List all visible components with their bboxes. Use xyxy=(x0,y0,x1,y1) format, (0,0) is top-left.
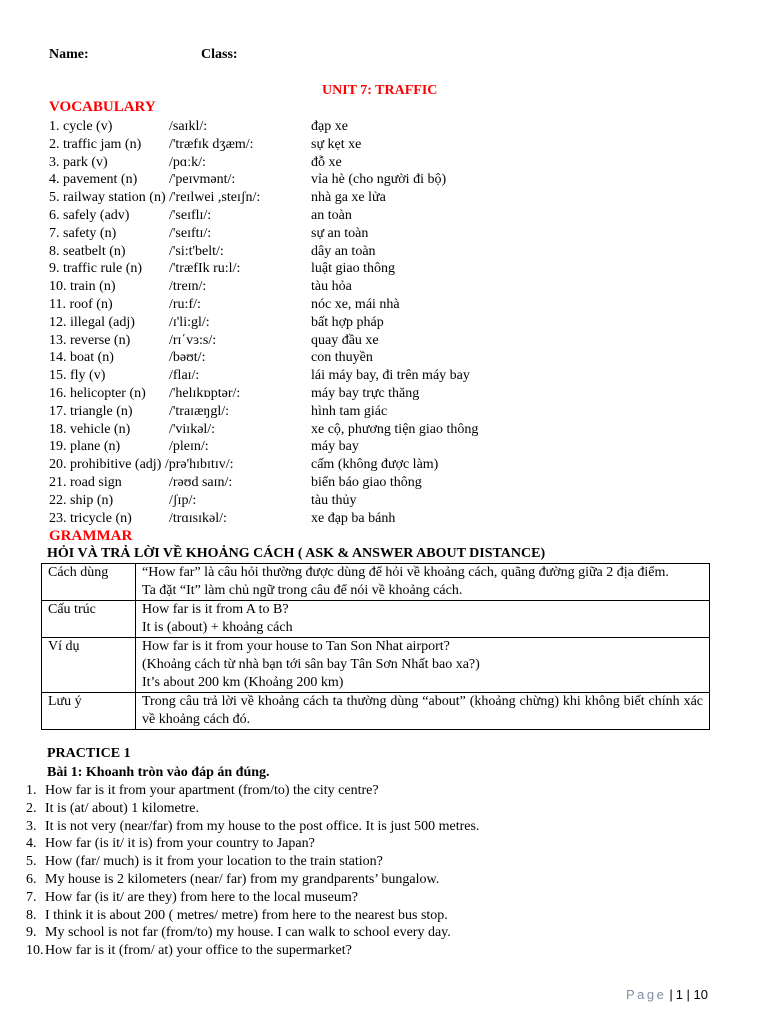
vocab-row xyxy=(49,296,729,314)
grammar-row-label: Ví dụ xyxy=(42,638,136,693)
vocab-ipa: /saɪkl/: xyxy=(169,119,208,134)
vocab-meaning: lái máy bay, đi trên máy bay xyxy=(311,368,470,384)
exercise-item xyxy=(26,818,726,836)
exercise-text: My school is not far (from/to) my house. I can walk to school every day. xyxy=(45,925,451,941)
grammar-table xyxy=(41,563,710,730)
vocab-term: 1. cycle (v) xyxy=(49,119,113,134)
class-label: Class: xyxy=(201,47,238,62)
vocab-ipa: /pleɪn/: xyxy=(169,439,209,455)
grammar-subtitle: HỎI VÀ TRẢ LỜI VỀ KHOẢNG CÁCH ( ASK & ANSWER ABOUT DISTANCE) xyxy=(47,546,546,561)
grammar-row-content xyxy=(136,638,710,693)
unit-title: UNIT 7: TRAFFIC xyxy=(322,83,438,98)
vocab-meaning: đỗ xe xyxy=(311,154,342,170)
vocab-term: 16. helicopter (n) xyxy=(49,385,146,401)
exercise-text: How (far/ much) is it from your location to the train station? xyxy=(45,854,383,870)
grammar-heading: GRAMMAR xyxy=(49,528,133,544)
grammar-line: Trong câu trả lời về khoảng cách ta thường dùng “about” (khoảng chừng) khi không biết chính xác về khoảng cách đó. xyxy=(142,694,703,727)
vocab-meaning: bất hợp pháp xyxy=(311,314,384,330)
vocab-ipa: /'seɪftɪ/: xyxy=(169,225,212,241)
vocab-meaning: dây an toàn xyxy=(311,243,376,259)
grammar-row-label: Cấu trúc xyxy=(42,601,136,638)
vocab-row xyxy=(49,403,729,421)
practice-title: PRACTICE 1 xyxy=(47,746,131,761)
grammar-line: How far is it from your house to Tan Son Nhat airport? xyxy=(142,639,450,654)
exercise-number: 1. xyxy=(26,783,37,798)
vocab-row xyxy=(49,349,729,367)
vocab-ipa: /rəʊd saɪn/: xyxy=(169,474,233,490)
vocab-meaning: đạp xe xyxy=(311,119,348,134)
vocab-ipa: /'peɪvmənt/: xyxy=(169,172,236,188)
vocab-meaning: xe đạp ba bánh xyxy=(311,510,396,526)
exercise-number: 7. xyxy=(26,889,37,905)
vocab-ipa: /'viɪkəl/: xyxy=(169,421,216,437)
grammar-line: It’s about 200 km (Khoảng 200 km) xyxy=(142,675,344,690)
exercise-item xyxy=(26,835,726,853)
vocab-meaning: an toàn xyxy=(311,207,352,223)
grammar-line: “How far” là câu hỏi thường được dùng để hỏi về khoảng cách, quãng đường giữa 2 địa điểm. xyxy=(142,565,669,580)
grammar-line: (Khoảng cách từ nhà bạn tới sân bay Tân Sơn Nhất bao xa?) xyxy=(142,657,480,672)
vocab-meaning: sự an toàn xyxy=(311,225,369,241)
vocab-row xyxy=(49,474,729,492)
vocab-row xyxy=(49,154,729,172)
vocab-ipa: /'træfIk ru:l/: xyxy=(169,261,241,277)
vocab-term: 5. railway station (n) /'reɪlwei ,steɪʃn/: xyxy=(49,190,261,206)
vocab-term: 23. tricycle (n) xyxy=(49,510,132,526)
vocab-term: 3. park (v) xyxy=(49,154,108,170)
vocab-term: 12. illegal (adj) xyxy=(49,314,135,330)
exercise-item xyxy=(26,782,726,800)
grammar-line: Ta đặt “It” làm chủ ngữ trong câu để nói về khoảng cách. xyxy=(142,583,463,598)
vocab-term: 19. plane (n) xyxy=(49,439,121,455)
vocab-term: 18. vehicle (n) xyxy=(49,421,131,437)
vocab-meaning: biển báo giao thông xyxy=(311,474,422,490)
vocab-term: 21. road sign xyxy=(49,474,122,490)
vocab-term: 17. triangle (n) xyxy=(49,403,133,419)
exercise-item xyxy=(26,853,726,871)
vocab-row xyxy=(49,118,729,136)
exercise-number: 2. xyxy=(26,800,37,816)
vocab-meaning: máy bay trực thăng xyxy=(311,385,420,401)
exercise-text: How far is it from your apartment (from/to) the city centre? xyxy=(45,783,379,798)
vocab-meaning: vỉa hè (cho người đi bộ) xyxy=(311,172,447,188)
exercise-item xyxy=(26,889,726,907)
vocab-row xyxy=(49,243,729,261)
grammar-row-label: Cách dùng xyxy=(42,564,136,601)
exercise-number: 4. xyxy=(26,836,37,852)
exercise-number: 3. xyxy=(26,818,37,834)
vocab-term: 13. reverse (n) xyxy=(49,332,131,348)
exercise-text: It is not very (near/far) from my house to the post office. It is just 500 metres. xyxy=(45,818,480,834)
exercise-number: 8. xyxy=(26,907,37,923)
vocab-ipa: /'seɪflɪ/: xyxy=(169,207,212,223)
vocab-term: 10. train (n) xyxy=(49,279,116,295)
vocab-row xyxy=(49,207,729,225)
page-separator: | xyxy=(669,987,673,1002)
exercise-item xyxy=(26,907,726,925)
vocab-ipa: /ɪ'li:gl/: xyxy=(169,314,210,330)
vocab-row xyxy=(49,332,729,350)
grammar-row-content xyxy=(136,564,710,601)
exercise-number: 9. xyxy=(26,925,37,941)
vocab-term: 15. fly (v) xyxy=(49,368,106,384)
vocab-ipa: /bəʊt/: xyxy=(169,350,206,366)
grammar-row-label: Lưu ý xyxy=(42,693,136,730)
vocabulary-list xyxy=(49,118,729,527)
exercise-text: How far (is it/ are they) from here to the local museum? xyxy=(45,889,358,905)
grammar-row-content xyxy=(136,693,710,730)
exercise-number: 5. xyxy=(26,854,37,870)
grammar-row xyxy=(42,693,710,730)
vocab-ipa: /pɑːk/: xyxy=(169,154,206,170)
vocab-ipa: /treɪn/: xyxy=(169,279,207,295)
grammar-row xyxy=(42,601,710,638)
vocab-meaning: cấm (không được làm) xyxy=(311,457,439,473)
exercise-list xyxy=(26,782,726,960)
vocab-term: 11. roof (n) xyxy=(49,296,113,312)
vocab-term: 2. traffic jam (n) xyxy=(49,136,142,152)
vocab-row xyxy=(49,136,729,154)
vocab-row xyxy=(49,171,729,189)
grammar-row xyxy=(42,564,710,601)
exercise-item xyxy=(26,942,726,960)
vocab-ipa: /'traɪæŋgl/: xyxy=(169,403,229,419)
exercise-text: I think it is about 200 ( metres/ metre) from here to the nearest bus stop. xyxy=(45,907,448,923)
vocab-term: 9. traffic rule (n) xyxy=(49,261,143,277)
exercise-title: Bài 1: Khoanh tròn vào đáp án đúng. xyxy=(47,765,270,780)
page-number: 1 | 10 xyxy=(675,987,708,1002)
vocab-ipa: /rɪ΄vɜ:s/: xyxy=(169,332,217,348)
vocab-row xyxy=(49,278,729,296)
vocab-term: 20. prohibitive (adj) /prə'hɪbɪtɪv/: xyxy=(49,457,234,473)
vocab-row xyxy=(49,189,729,207)
exercise-item xyxy=(26,871,726,889)
vocab-row xyxy=(49,225,729,243)
vocab-meaning: con thuyền xyxy=(311,350,373,366)
vocab-meaning: máy bay xyxy=(311,439,359,455)
vocab-meaning: xe cộ, phương tiện giao thông xyxy=(311,421,479,437)
vocab-term: 6. safely (adv) xyxy=(49,207,130,223)
vocab-row xyxy=(49,492,729,510)
vocab-meaning: nhà ga xe lửa xyxy=(311,190,386,206)
vocabulary-heading: VOCABULARY xyxy=(49,99,156,115)
vocab-row xyxy=(49,510,729,528)
exercise-item xyxy=(26,924,726,942)
vocab-row xyxy=(49,260,729,278)
vocab-row xyxy=(49,456,729,474)
vocab-ipa: /'helɪkɒptər/: xyxy=(169,385,241,401)
vocab-row xyxy=(49,438,729,456)
page-footer xyxy=(626,987,708,1002)
page-label: Page xyxy=(625,987,667,1002)
vocab-term: 14. boat (n) xyxy=(49,350,114,366)
exercise-text: My house is 2 kilometers (near/ far) from my grandparents’ bungalow. xyxy=(45,871,440,887)
vocab-ipa: /'si:t'belt/: xyxy=(169,243,224,259)
exercise-item xyxy=(26,800,726,818)
vocab-meaning: tàu hỏa xyxy=(311,279,352,295)
vocab-meaning: luật giao thông xyxy=(311,261,395,277)
vocab-ipa: /ru:f/: xyxy=(169,296,201,312)
exercise-number: 10. xyxy=(26,943,44,959)
vocab-term: 22. ship (n) xyxy=(49,492,114,508)
vocab-row xyxy=(49,385,729,403)
grammar-row-content xyxy=(136,601,710,638)
grammar-line: How far is it from A to B? xyxy=(142,602,289,617)
vocab-ipa: /flaɪ/: xyxy=(169,368,200,384)
vocab-term: 8. seatbelt (n) xyxy=(49,243,126,259)
grammar-row xyxy=(42,638,710,693)
exercise-text: How far (is it/ it is) from your country to Japan? xyxy=(45,836,315,852)
vocab-row xyxy=(49,421,729,439)
grammar-line: It is (about) + khoảng cách xyxy=(142,620,293,635)
vocab-row xyxy=(49,367,729,385)
vocab-meaning: quay đầu xe xyxy=(311,332,379,348)
vocab-ipa: /'træfɪk dʒæm/: xyxy=(169,136,254,152)
vocab-term: 4. pavement (n) xyxy=(49,172,138,188)
vocab-row xyxy=(49,314,729,332)
exercise-number: 6. xyxy=(26,871,37,887)
name-label: Name: xyxy=(49,47,89,62)
exercise-text: How far is it (from/ at) your office to the supermarket? xyxy=(45,943,352,959)
vocab-ipa: /trɑɪsɪkəl/: xyxy=(169,510,227,526)
vocab-meaning: sự kẹt xe xyxy=(311,136,362,152)
vocab-meaning: hình tam giác xyxy=(311,403,388,419)
exercise-text: It is (at/ about) 1 kilometre. xyxy=(45,800,199,816)
vocab-term: 7. safety (n) xyxy=(49,225,117,241)
vocab-meaning: nóc xe, mái nhà xyxy=(311,296,400,312)
vocab-ipa: /ʃɪp/: xyxy=(169,492,197,508)
vocab-meaning: tàu thủy xyxy=(311,492,357,508)
